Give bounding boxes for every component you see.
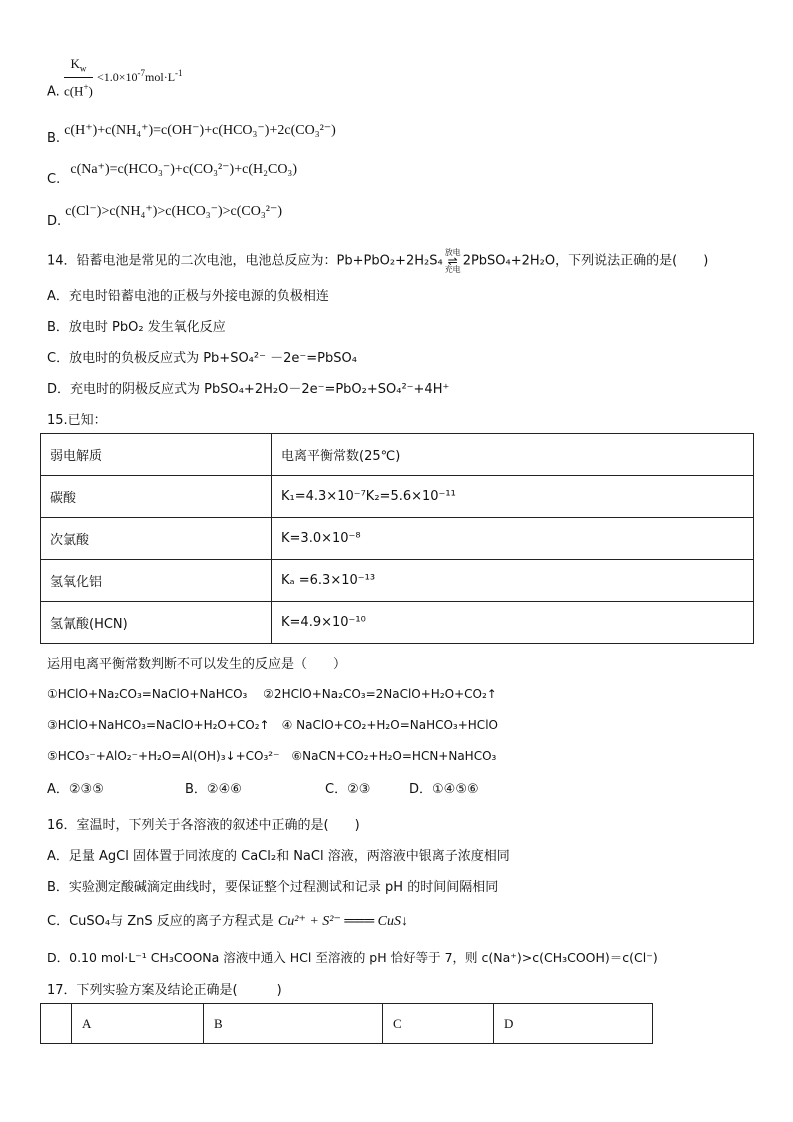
option-label: A. xyxy=(47,84,60,100)
table-cell: Kₐ =6.3×10⁻¹³ xyxy=(272,560,754,602)
option-13-a-unit: mol·L xyxy=(145,70,176,85)
table-cell: K=3.0×10⁻⁸ xyxy=(272,518,754,560)
option-13-b-expr: c(H⁺)+c(NH₄⁺)=c(OH⁻)+c(HCO₃⁻)+2c(CO₃²⁻) xyxy=(64,123,336,138)
q15-question: 运用电离平衡常数判断不可以发生的反应是（ ） xyxy=(47,657,347,672)
table-cell: C xyxy=(383,1004,494,1044)
q14-option-b: B．放电时 PbO₂ 发生氧化反应 xyxy=(47,320,226,335)
table-row xyxy=(41,476,754,518)
q17-stem: 17．下列实验方案及结论正确是( ) xyxy=(47,983,282,998)
table-cell xyxy=(41,1004,72,1044)
option-label: C. xyxy=(47,172,61,187)
q16-option-c-text: C．CuSO₄与 ZnS 反应的离子方程式是 xyxy=(47,914,274,929)
table-row xyxy=(41,602,754,644)
option-13-d-expr: c(Cl⁻)>c(NH₄⁺)>c(HCO₃⁻)>c(CO₃²⁻) xyxy=(65,204,282,219)
q15-reactions-1: ①HClO+Na₂CO₃=NaClO+NaHCO₃ ②2HClO+Na₂CO₃=2NaClO+H₂O+CO₂↑ xyxy=(47,687,497,701)
q15-option-d: D．①④⑤⑥ xyxy=(409,782,479,797)
q15-reactions-2: ③HClO+NaHCO₃=NaClO+H₂O+CO₂↑ ④ NaClO+CO₂+H₂O=NaHCO₃+HClO xyxy=(47,718,498,732)
frac-den-close: ) xyxy=(88,82,93,98)
arrow-bottom-label: 充电 xyxy=(444,265,461,274)
table-cell: K=4.9×10⁻¹⁰ xyxy=(272,602,754,644)
q15-option-b: B．②④⑥ xyxy=(185,782,242,797)
q15-reactions-3: ⑤HCO₃⁻+AlO₂⁻+H₂O=Al(OH)₃↓+CO₃²⁻ ⑥NaCN+CO₂+H₂O=HCN+NaHCO₃ xyxy=(47,749,497,763)
option-13-a-exp: -7 xyxy=(137,68,146,79)
table-cell: K₁=4.3×10⁻⁷K₂=5.6×10⁻¹¹ xyxy=(272,476,754,518)
table-row xyxy=(41,560,754,602)
table-header-row xyxy=(41,434,754,476)
frac-denominator: c(H xyxy=(63,82,84,98)
table-row xyxy=(41,518,754,560)
option-label: B. xyxy=(47,131,61,146)
table-header-cell: 弱电解质 xyxy=(41,434,272,476)
q15-options xyxy=(47,778,479,797)
kw-fraction xyxy=(64,56,93,100)
table-cell: D xyxy=(494,1004,653,1044)
q16-option-c xyxy=(47,910,408,930)
option-label: D. xyxy=(47,214,62,229)
q14-option-a: A．充电时铅蓄电池的正极与外接电源的负极相连 xyxy=(47,289,329,304)
q16-option-b: B．实验测定酸碱滴定曲线时，要保证整个过程测试和记录 pH 的时间间隔相同 xyxy=(47,880,499,895)
option-13-d xyxy=(47,203,282,229)
option-13-a xyxy=(47,56,183,100)
arrow-top-label: 放电 xyxy=(444,248,461,257)
table-cell: A xyxy=(72,1004,204,1044)
option-13-a-unit-exp: -1 xyxy=(175,68,183,79)
table-cell: B xyxy=(204,1004,383,1044)
table-row xyxy=(41,1004,653,1044)
table-cell: 次氯酸 xyxy=(41,518,272,560)
q16-option-c-equation: Cu²⁺ + S²⁻ ═══ CuS↓ xyxy=(277,914,408,929)
q14-stem-after: 2PbSO₄+2H₂O，下列说法正确的是( ) xyxy=(462,253,709,269)
q16-option-a: A．足量 AgCl 固体置于同浓度的 CaCl₂和 NaCl 溶液，两溶液中银离子浓度相同 xyxy=(47,849,510,864)
table-cell: 碳酸 xyxy=(41,476,272,518)
q16-stem: 16．室温时，下列关于各溶液的叙述中正确的是( ) xyxy=(47,818,360,833)
question-14-stem xyxy=(47,248,708,274)
table-cell: 氢氰酸(HCN) xyxy=(41,602,272,644)
reversible-arrow-icon: 放电 ⇌ 充电 xyxy=(444,248,461,274)
frac-den-sup: + xyxy=(83,81,89,92)
q15-stem: 15.已知： xyxy=(47,413,107,428)
q14-stem-before: 14．铅蓄电池是常见的二次电池，电池总反应为：Pb+PbO₂+2H₂S₄ xyxy=(47,253,443,269)
ionization-constant-table xyxy=(40,433,754,644)
q17-table xyxy=(40,1003,653,1044)
frac-numerator: K xyxy=(70,56,80,71)
option-13-c xyxy=(47,161,297,187)
q14-option-c: C．放电时的负极反应式为 Pb+SO₄²⁻ －2e⁻=PbSO₄ xyxy=(47,351,357,366)
option-13-a-rest: <1.0×10 xyxy=(97,70,138,85)
q15-option-a: A．②③⑤ xyxy=(47,782,104,797)
option-13-c-expr: c(Na⁺)=c(HCO₃⁻)+c(CO₃²⁻)+c(H₂CO₃) xyxy=(70,162,297,177)
table-cell: 氢氧化铝 xyxy=(41,560,272,602)
q15-option-c: C．②③ xyxy=(325,782,371,797)
frac-num-sub: w xyxy=(79,63,87,74)
q16-option-d: D．0.10 mol·L⁻¹ CH₃COONa 溶液中通入 HCl 至溶液的 pH 恰好等于 7，则 c(Na⁺)>c(CH₃COOH)＝c(Cl⁻) xyxy=(47,950,658,965)
option-13-b xyxy=(47,122,336,146)
table-header-cell: 电离平衡常数(25℃) xyxy=(272,434,754,476)
q14-option-d: D．充电时的阴极反应式为 PbSO₄+2H₂O－2e⁻=PbO₂+SO₄²⁻+4H⁺ xyxy=(47,382,450,397)
